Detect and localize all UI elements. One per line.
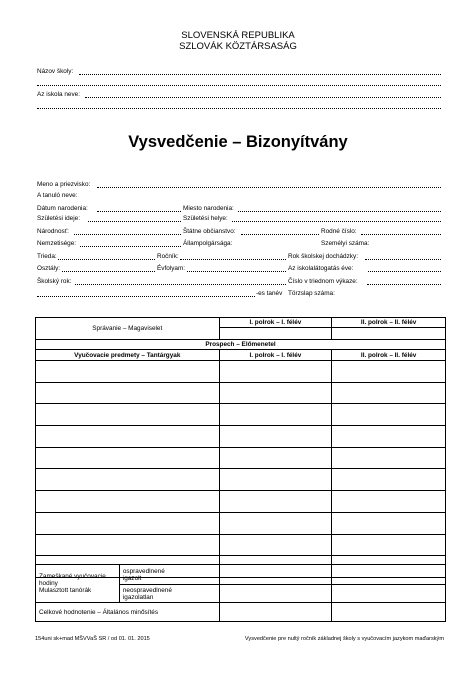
school-attendance-line-hu[interactable] — [368, 271, 441, 272]
school-address-label: Az iskola neve: — [37, 91, 80, 98]
school-attendance-label-hu: Az iskolalátogatás éve: — [288, 265, 354, 272]
subject-name-cell[interactable] — [36, 404, 220, 426]
excused-sem1-cell[interactable] — [219, 565, 332, 585]
subject-row — [36, 426, 446, 448]
school-attendance-line[interactable] — [365, 259, 441, 260]
class-label: Trieda: — [37, 253, 57, 260]
subject-sem2-cell[interactable] — [332, 382, 446, 404]
document-title: Vysvedčenie – Bizonyítvány — [128, 133, 348, 151]
class-register-line[interactable] — [367, 284, 441, 285]
subject-sem1-cell[interactable] — [219, 534, 332, 556]
birth-date-line[interactable] — [97, 211, 181, 212]
subject-row — [36, 361, 446, 383]
subject-sem1-cell[interactable] — [219, 382, 332, 404]
grades-table — [35, 317, 446, 578]
subject-sem2-cell[interactable] — [332, 426, 446, 448]
grade-line[interactable] — [180, 259, 286, 260]
absence-table — [35, 564, 446, 622]
birth-number-label: Rodné číslo: — [321, 228, 357, 235]
school-year-line[interactable] — [75, 284, 286, 285]
citizenship-label-hu: Állampolgársága: — [183, 240, 233, 247]
footer-description: Vysvedčenie pre nultý ročník základnej školy s vyučovacím jazykom maďarským — [244, 636, 444, 642]
birth-date-line-hu[interactable] — [88, 221, 181, 222]
subject-sem1-cell[interactable] — [219, 426, 332, 448]
class-line[interactable] — [58, 259, 155, 260]
subjects-header: Vyučovacie predmety – Tantárgyak — [36, 350, 220, 361]
nationality-line[interactable] — [74, 234, 181, 235]
excused-sem2-cell[interactable] — [332, 565, 446, 585]
birth-number-label-hu: Személyi száma: — [321, 240, 370, 247]
school-name-line-2[interactable] — [37, 85, 441, 86]
subject-name-cell[interactable] — [36, 491, 220, 513]
subject-row — [36, 491, 446, 513]
class-line-hu[interactable] — [62, 271, 155, 272]
birth-place-line-hu[interactable] — [232, 221, 441, 222]
school-name-label: Názov školy: — [37, 68, 74, 75]
subject-row — [36, 534, 446, 556]
school-name-line[interactable] — [79, 74, 441, 75]
birth-number-line[interactable] — [361, 234, 441, 235]
subject-sem2-cell[interactable] — [332, 534, 446, 556]
missed-hours-label — [36, 565, 120, 603]
subject-sem2-cell[interactable] — [332, 404, 446, 426]
subject-sem1-cell[interactable] — [219, 361, 332, 383]
nationality-label-hu: Nemzetisége: — [37, 240, 77, 247]
subject-name-cell[interactable] — [36, 512, 220, 534]
subject-name-cell[interactable] — [36, 534, 220, 556]
year-suffix-label: -es tanév — [256, 290, 283, 297]
overall-label: Celkové hodnotenie – Általános minősítés — [36, 603, 220, 622]
citizenship-line[interactable] — [241, 234, 319, 235]
subject-name-cell[interactable] — [36, 447, 220, 469]
overall-sem2-cell[interactable] — [332, 603, 446, 622]
unexcused-line1: neospravedlnené — [122, 586, 172, 594]
unexcused-label — [119, 585, 219, 603]
subject-sem2-cell[interactable] — [332, 447, 446, 469]
missed-line2: hodiny — [39, 580, 58, 587]
subject-name-cell[interactable] — [36, 469, 220, 491]
footer-form-code: 154uni sk+mad MŠVVaŠ SR / od 01. 01. 2015 — [35, 636, 150, 642]
name-line[interactable] — [97, 187, 441, 188]
subject-sem1-cell[interactable] — [219, 491, 332, 513]
school-address-line[interactable] — [85, 97, 441, 98]
grade-label-hu: Évfolyam: — [157, 265, 186, 272]
subject-sem2-cell[interactable] — [332, 491, 446, 513]
school-year-line-2[interactable] — [37, 296, 255, 297]
subject-sem2-cell[interactable] — [332, 361, 446, 383]
class-register-label: Číslo v triednom výkaze: — [288, 278, 358, 285]
grade-label: Ročník: — [157, 253, 179, 260]
unexcused-sem1-cell[interactable] — [219, 585, 332, 603]
nationality-label: Národnosť: — [37, 228, 69, 235]
subject-row — [36, 512, 446, 534]
citizenship-label: Štátne občianstvo: — [183, 228, 236, 235]
subject-row — [36, 469, 446, 491]
name-label: Meno a priezvisko: — [37, 181, 91, 188]
birth-date-label-hu: Születési ideje: — [37, 215, 80, 222]
unexcused-line2: igazolatlan — [122, 593, 154, 601]
subject-sem2-cell[interactable] — [332, 512, 446, 534]
country-name-sk: SLOVENSKÁ REPUBLIKA — [181, 30, 295, 41]
register-label-hu: Törzslap száma: — [288, 290, 335, 297]
progress-header: Prospech – Előmenetel — [36, 340, 446, 350]
overall-sem1-cell[interactable] — [219, 603, 332, 622]
subject-row — [36, 382, 446, 404]
behavior-label: Správanie – Magaviselet — [36, 318, 220, 340]
unexcused-sem2-cell[interactable] — [332, 585, 446, 603]
subject-name-cell[interactable] — [36, 361, 220, 383]
subject-row — [36, 404, 446, 426]
grade-line-hu[interactable] — [187, 271, 286, 272]
sem1-header-subjects: I. polrok – I. félév — [219, 350, 332, 361]
subject-name-cell[interactable] — [36, 382, 220, 404]
birth-place-label-hu: Születési helye: — [183, 215, 228, 222]
subject-name-cell[interactable] — [36, 426, 220, 448]
subject-sem1-cell[interactable] — [219, 512, 332, 534]
excused-line1: ospravedlnené — [122, 567, 165, 575]
excused-line2: igazolt — [122, 574, 142, 582]
class-label-hu: Osztály: — [37, 265, 61, 272]
behavior-sem2-cell[interactable] — [332, 328, 446, 340]
country-name-hu: SZLOVÁK KÖZTÁRSASÁG — [179, 41, 297, 52]
nationality-line-hu[interactable] — [80, 246, 181, 247]
school-year-label: Školský rok: — [37, 278, 72, 285]
name-label-hu: A tanuló neve: — [37, 192, 78, 199]
subject-sem2-cell[interactable] — [332, 469, 446, 491]
sem2-header-behavior: II. polrok – II. félév — [332, 318, 446, 328]
behavior-sem1-cell[interactable] — [219, 328, 332, 340]
subject-row — [36, 447, 446, 469]
subject-sem1-cell[interactable] — [219, 404, 332, 426]
sem1-header-behavior: I. polrok – I. félév — [219, 318, 332, 328]
missed-line1: Zameškané vyučovacie — [39, 573, 106, 580]
sem2-header-subjects: II. polrok – II. félév — [332, 350, 446, 361]
birth-date-label: Dátum narodenia: — [37, 205, 88, 212]
subject-sem1-cell[interactable] — [219, 447, 332, 469]
subject-sem1-cell[interactable] — [219, 469, 332, 491]
birth-place-label: Miesto narodenia: — [183, 205, 234, 212]
excused-label — [119, 565, 219, 585]
school-address-line-2[interactable] — [37, 108, 441, 109]
missed-hu: Mulasztott tanórák — [39, 587, 92, 594]
birth-place-line[interactable] — [238, 211, 441, 212]
school-attendance-label: Rok školskej dochádzky: — [288, 253, 358, 260]
